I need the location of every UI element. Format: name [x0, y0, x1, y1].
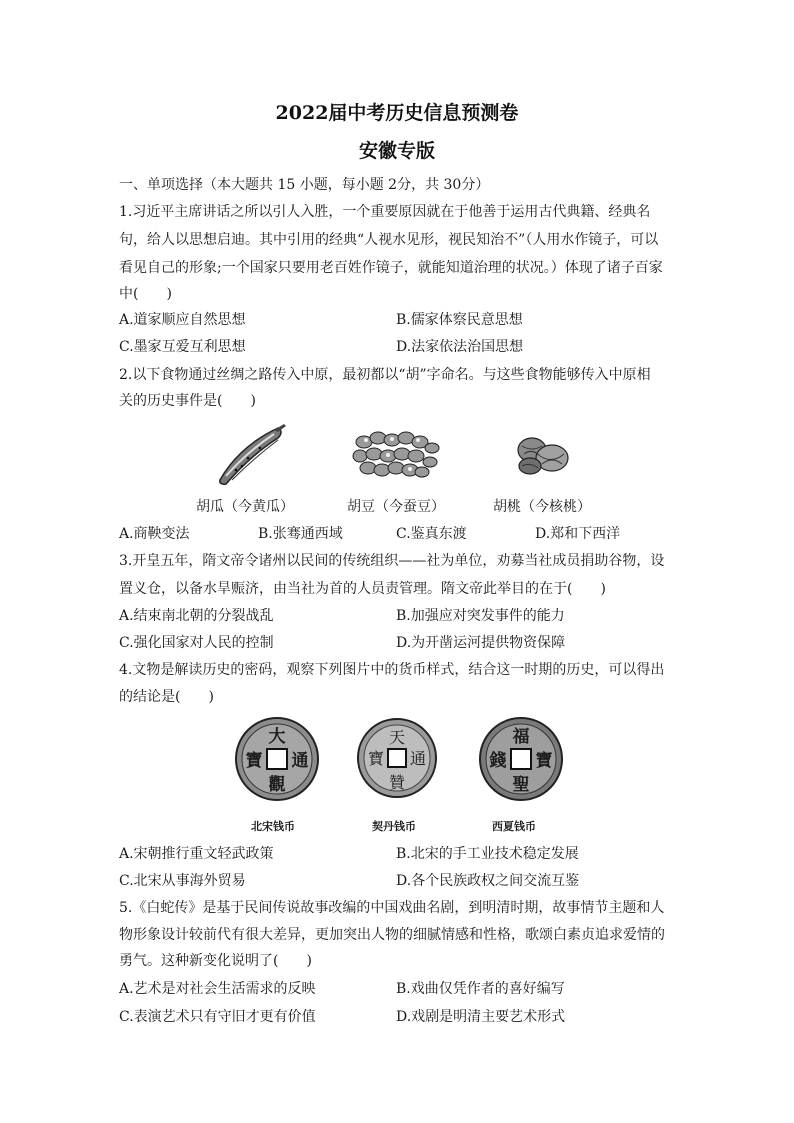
q2-option-c[interactable]: C.鉴真东渡 — [396, 526, 467, 542]
q5-line: 物形象设计较前代有很大差异，更加突出人物的细腻情感和性格，歌颂白素贞追求爱情的 — [119, 927, 665, 943]
q2-line: 关的历史事件是( ) — [119, 393, 256, 409]
coin3-char-left: 錢 — [489, 751, 507, 771]
q4-option-d[interactable]: D.各个民族政权之间交流互鉴 — [396, 873, 580, 889]
q2-line: 2.以下食物通过丝绸之路传入中原，最初都以“胡”字命名。与这些食物能够传入中原相 — [119, 367, 651, 383]
page-title: 2022届中考历史信息预测卷 — [275, 102, 519, 124]
q4-line: 的结论是( ) — [119, 689, 214, 705]
q4-option-a[interactable]: A.宋朝推行重文轻武政策 — [119, 846, 274, 862]
coin3-char-bottom: 聖 — [512, 775, 530, 795]
q1-option-b[interactable]: B.儒家体察民意思想 — [396, 312, 523, 328]
coin1-char-right: 通 — [291, 751, 309, 771]
walnut-image — [512, 434, 574, 476]
q5-option-c[interactable]: C.表演艺术只有守旧才更有价值 — [119, 1009, 316, 1025]
q1-line: 看见自己的形象;一个国家只要用老百姓作镜子，就能知道治理的状况。）体现了诸子百家 — [119, 260, 663, 276]
q1-option-a[interactable]: A.道家顺应自然思想 — [119, 312, 246, 328]
q5-line: 勇气。这种新变化说明了( ) — [119, 953, 312, 969]
coin3-caption: 西夏钱币 — [492, 820, 536, 833]
q2-option-b[interactable]: B.张骞通西域 — [258, 526, 343, 542]
section-heading: 一、单项选择（本大题共 15 小题，每小题 2分，共 30分） — [119, 177, 490, 193]
coin2-char-right: 通 — [409, 749, 427, 768]
q5-option-d[interactable]: D.戏剧是明清主要艺术形式 — [396, 1009, 566, 1025]
q3-option-a[interactable]: A.结束南北朝的分裂战乱 — [119, 608, 274, 624]
q2-option-d[interactable]: D.郑和下西洋 — [535, 526, 621, 542]
q5-option-b[interactable]: B.戏曲仅凭作者的喜好编写 — [396, 981, 565, 997]
q1-line: 中( ) — [119, 286, 172, 302]
q1-option-c[interactable]: C.墨家互爱互利思想 — [119, 339, 246, 355]
q1-line: 句，给人以思想启迪。其中引用的经典“人视水见形，视民知治不”（人用水作镜子，可以 — [119, 232, 659, 248]
cucumber-caption: 胡瓜（今黄瓜） — [196, 499, 294, 515]
western-xia-coin-image — [478, 716, 564, 802]
fava-bean-image — [352, 428, 442, 480]
q2-option-a[interactable]: A.商鞅变法 — [119, 526, 190, 542]
coin2-char-left: 寶 — [367, 749, 385, 768]
coin3-char-top: 福 — [512, 727, 530, 747]
coin1-caption: 北宋钱币 — [251, 820, 295, 833]
coin1-char-left: 寶 — [245, 751, 263, 771]
bean-caption: 胡豆（今蚕豆） — [347, 499, 445, 515]
q3-option-b[interactable]: B.加强应对突发事件的能力 — [396, 608, 565, 624]
q3-line: 3.开皇五年，隋文帝令诸州以民间的传统组织——社为单位，劝募当社成员捐助谷物，设 — [119, 553, 665, 569]
q3-line: 置义仓，以备水旱赈济，由当社为首的人员责管理。隋文帝此举目的在于( ) — [119, 581, 606, 597]
walnut-caption: 胡桃（今核桃） — [493, 499, 591, 515]
q1-option-d[interactable]: D.法家依法治国思想 — [396, 339, 524, 355]
coin3-char-right: 寶 — [535, 751, 553, 771]
q3-option-d[interactable]: D.为开凿运河提供物资保障 — [396, 635, 566, 651]
cucumber-image — [212, 422, 288, 488]
q1-line: 1.习近平主席讲话之所以引人入胜，一个重要原因就在于他善于运用古代典籍、经典名 — [119, 204, 651, 220]
q5-line: 5.《白蛇传》是基于民间传说故事改编的中国戏曲名剧，到明清时期，故事情节主题和人 — [119, 900, 665, 916]
northern-song-coin-image — [234, 716, 320, 802]
coin1-char-top: 大 — [268, 727, 286, 747]
coin2-char-bottom: 贊 — [388, 773, 406, 792]
q4-option-c[interactable]: C.北宋从事海外贸易 — [119, 873, 246, 889]
q4-option-b[interactable]: B.北宋的手工业技术稳定发展 — [396, 846, 579, 862]
khitan-coin-image — [356, 716, 438, 800]
q3-option-c[interactable]: C.强化国家对人民的控制 — [119, 635, 274, 651]
q5-option-a[interactable]: A.艺术是对社会生活需求的反映 — [119, 981, 316, 997]
coin2-char-top: 天 — [388, 728, 406, 747]
q4-line: 4.文物是解读历史的密码，观察下列图片中的货币样式，结合这一时期的历史，可以得出 — [119, 662, 665, 678]
coin2-caption: 契丹钱币 — [372, 820, 416, 833]
page-subtitle: 安徽专版 — [358, 140, 435, 162]
coin1-char-bottom: 觀 — [268, 775, 286, 795]
